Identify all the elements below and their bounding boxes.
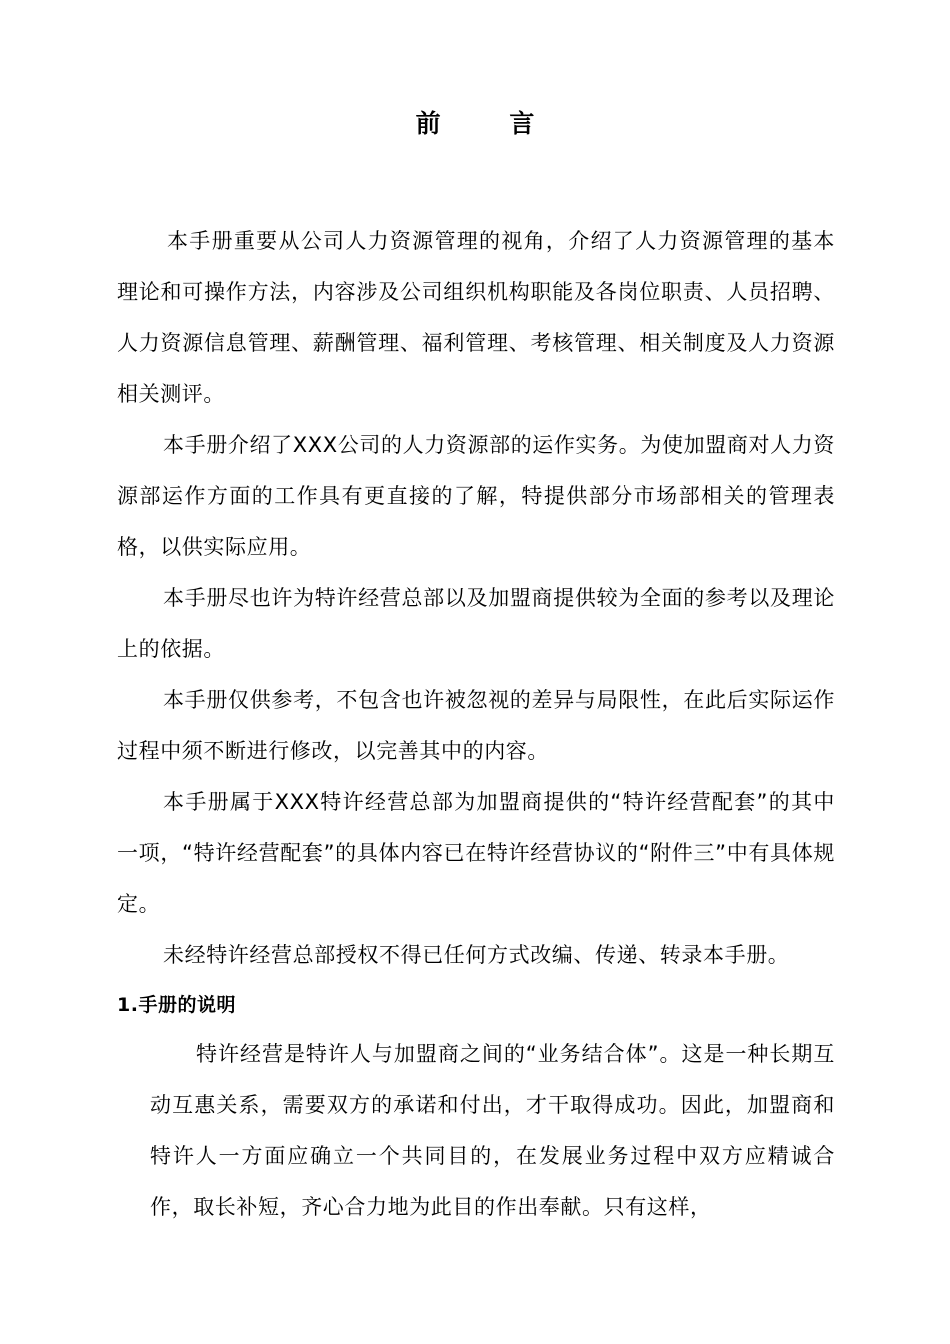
- paragraph-reference: 本手册尽也许为特许经营总部以及加盟商提供较为全面的参考以及理论上的依据。: [117, 586, 835, 661]
- paragraph-package: 本手册属于XXX特许经营总部为加盟商提供的“特许经营配套”的其中一项，“特许经营配套”的具体内容已在特许经营协议的“附件三”中有具体规定。: [117, 790, 835, 916]
- paragraph-franchise: 特许经营是特许人与加盟商之间的“业务结合体”。这是一种长期互动互惠关系，需要双方的承诺和付出，才干取得成功。因此，加盟商和特许人一方面应确立一个共同目的，在发展业务过程中双方应精诚合作，取长补短，齐心合力地为此目的作出奉献。只有这样，: [150, 1042, 835, 1219]
- paragraph-intro: 本手册重要从公司人力资源管理的视角，介绍了人力资源管理的基本理论和可操作方法，内容涉及公司组织机构职能及各岗位职责、人员招聘、人力资源信息管理、薪酬管理、福利管理、考核管理、相关制度及人力资源相关测评。: [117, 229, 835, 406]
- section-heading-manual-description: 1.手册的说明: [117, 994, 236, 1016]
- paragraph-copyright: 未经特许经营总部授权不得已任何方式改编、传递、转录本手册。: [163, 943, 790, 967]
- paragraph-disclaimer: 本手册仅供参考，不包含也许被忽视的差异与局限性，在此后实际运作过程中须不断进行修改，以完善其中的内容。: [117, 688, 835, 763]
- document-body: [117, 216, 835, 1233]
- section-body-manual-description: [150, 1029, 835, 1233]
- page-title: 前 言: [415, 109, 565, 138]
- paragraph-scope: 本手册介绍了XXX公司的人力资源部的运作实务。为使加盟商对人力资源部运作方面的工作具有更直接的了解，特提供部分市场部相关的管理表格，以供实际应用。: [117, 433, 835, 559]
